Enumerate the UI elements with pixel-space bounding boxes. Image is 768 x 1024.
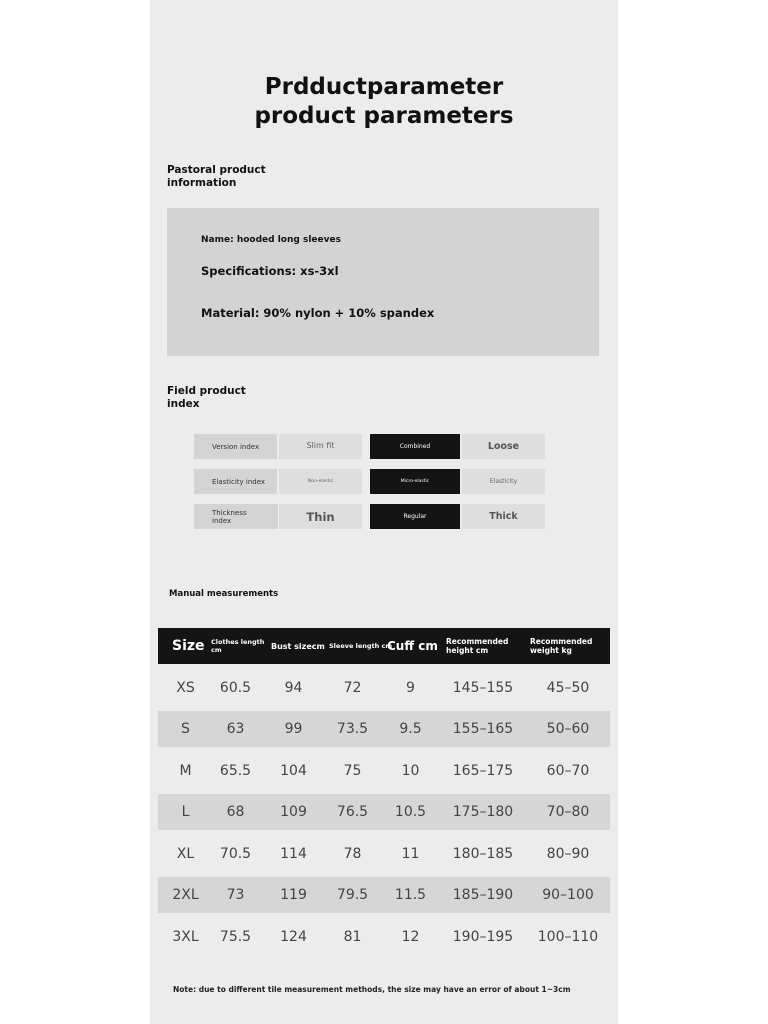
table-cell: 70–80 xyxy=(546,804,590,820)
column-header: Recommended height cm xyxy=(446,637,509,655)
table-cell: 65.5 xyxy=(219,763,252,779)
table-cell: 12 xyxy=(401,929,420,945)
table-cell: 180–185 xyxy=(452,846,514,862)
table-cell: 75 xyxy=(343,763,362,779)
table-cell: 175–180 xyxy=(452,804,514,820)
table-cell: 60.5 xyxy=(219,680,252,696)
table-cell: 11 xyxy=(401,846,420,862)
product-specifications: Specifications: xs-3xl xyxy=(201,264,339,278)
index-option: Thick xyxy=(462,504,545,529)
table-cell: S xyxy=(181,721,190,737)
table-cell: 72 xyxy=(343,680,362,696)
table-cell: 80–90 xyxy=(546,846,590,862)
table-cell: 155–165 xyxy=(452,721,514,737)
table-cell: 73.5 xyxy=(336,721,369,737)
index-section-heading: Field product index xyxy=(167,385,246,410)
table-cell: 190–195 xyxy=(452,929,514,945)
table-cell: 104 xyxy=(280,763,307,779)
product-info-box xyxy=(167,208,599,356)
index-option: Slim fit xyxy=(279,434,362,459)
table-cell: 45–50 xyxy=(546,680,590,696)
table-cell: 10.5 xyxy=(394,804,427,820)
table-cell: M xyxy=(179,763,192,779)
product-parameter-sheet xyxy=(150,0,618,1024)
column-header: Recommended weight kg xyxy=(530,637,593,655)
table-cell: 78 xyxy=(343,846,362,862)
column-header: Cuff cm xyxy=(387,639,438,653)
table-cell: L xyxy=(181,804,190,820)
table-cell: 2XL xyxy=(172,887,199,903)
table-cell: 10 xyxy=(401,763,420,779)
column-header: Clothes length cm xyxy=(211,638,265,654)
index-option: Elasticity xyxy=(462,469,545,494)
column-header: Bust sizecm xyxy=(271,641,325,651)
table-cell: 114 xyxy=(280,846,307,862)
table-cell: 119 xyxy=(280,887,307,903)
table-cell: 90–100 xyxy=(542,887,594,903)
index-option: Non-elastic xyxy=(279,469,362,494)
table-cell: 81 xyxy=(343,929,362,945)
index-row-label: Thickness index xyxy=(194,504,278,529)
table-row xyxy=(158,753,610,789)
column-header: Sleeve length cm xyxy=(329,642,393,650)
table-cell: 94 xyxy=(284,680,303,696)
product-name: Name: hooded long sleeves xyxy=(201,235,341,245)
index-option: Loose xyxy=(462,434,545,459)
table-row xyxy=(158,919,610,955)
measurement-note: Note: due to different tile measurement methods, the size may have an error of about 1~3cm xyxy=(173,985,571,994)
index-option-selected: Micro-elastic xyxy=(370,469,460,494)
table-row xyxy=(158,670,610,706)
table-cell: 75.5 xyxy=(219,929,252,945)
measure-section-heading: Manual measurements xyxy=(169,589,279,599)
table-cell: 109 xyxy=(280,804,307,820)
table-cell: 50–60 xyxy=(546,721,590,737)
table-cell: XL xyxy=(176,846,195,862)
table-cell: 63 xyxy=(226,721,245,737)
table-cell: 99 xyxy=(284,721,303,737)
title-line-2: product parameters xyxy=(254,103,514,129)
table-cell: 3XL xyxy=(172,929,199,945)
table-row xyxy=(158,794,610,830)
table-cell: 165–175 xyxy=(452,763,514,779)
table-cell: 76.5 xyxy=(336,804,369,820)
table-cell: 100–110 xyxy=(537,929,599,945)
table-row xyxy=(158,836,610,872)
table-cell: 185–190 xyxy=(452,887,514,903)
table-cell: 73 xyxy=(226,887,245,903)
table-cell: 145–155 xyxy=(452,680,514,696)
table-cell: XS xyxy=(176,680,195,696)
table-row xyxy=(158,711,610,747)
table-row xyxy=(158,877,610,913)
index-option: Thin xyxy=(279,504,362,529)
index-option-selected: Combined xyxy=(370,434,460,459)
table-cell: 11.5 xyxy=(394,887,427,903)
title-line-1: Prdductparameter xyxy=(264,74,504,100)
product-material: Material: 90% nylon + 10% spandex xyxy=(201,306,435,320)
table-cell: 70.5 xyxy=(219,846,252,862)
table-cell: 9.5 xyxy=(399,721,422,737)
table-cell: 79.5 xyxy=(336,887,369,903)
column-header: Size xyxy=(172,638,205,654)
table-cell: 60–70 xyxy=(546,763,590,779)
table-cell: 124 xyxy=(280,929,307,945)
index-row-label: Version index xyxy=(194,434,277,459)
size-table-header xyxy=(158,628,610,664)
index-row-label: Elasticity index xyxy=(194,469,277,494)
table-cell: 68 xyxy=(226,804,245,820)
info-section-heading: Pastoral product information xyxy=(167,164,266,189)
index-option-selected: Regular xyxy=(370,504,460,529)
table-cell: 9 xyxy=(406,680,415,696)
